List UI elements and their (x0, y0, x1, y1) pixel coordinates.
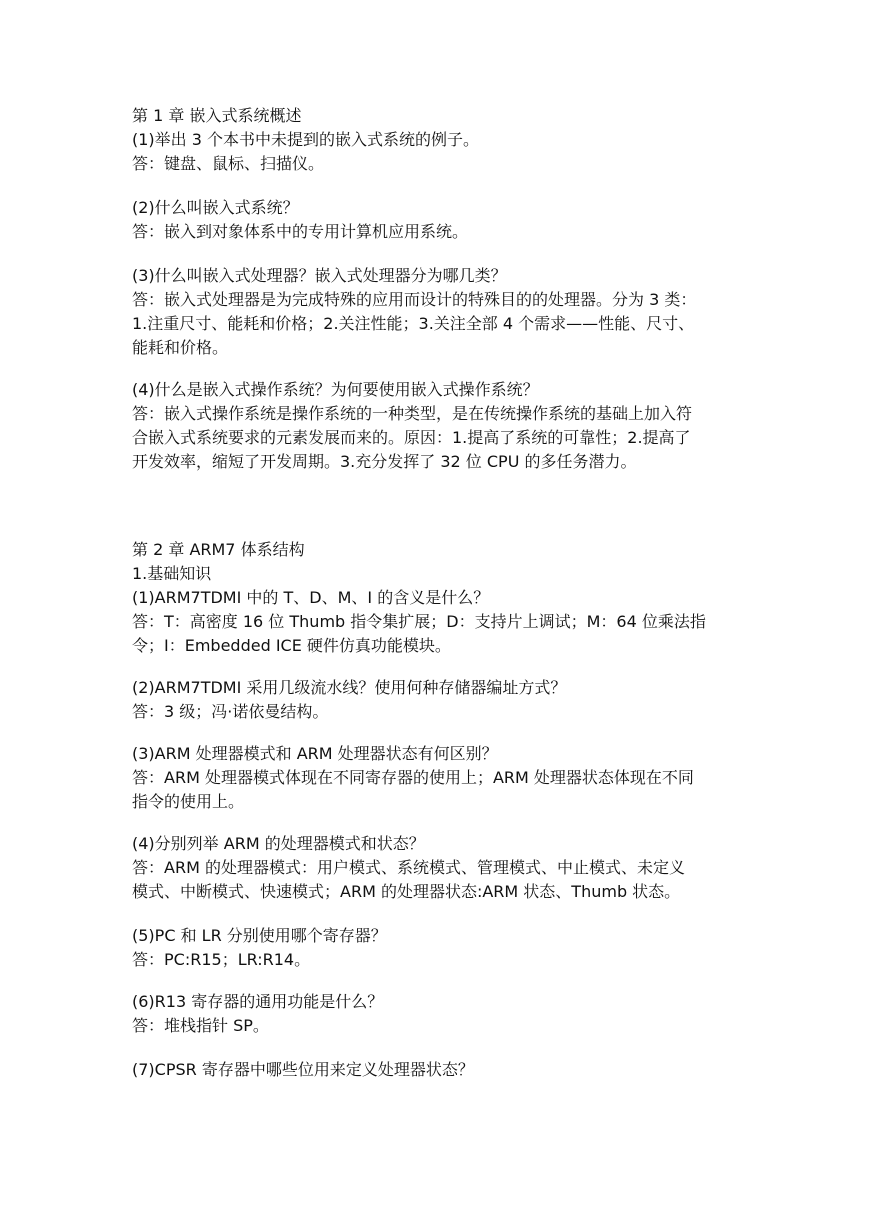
chapter-1-title: 第 1 章 嵌入式系统概述 (132, 106, 302, 125)
answer-text: 答：ARM 处理器模式体现在不同寄存器的使用上；ARM 处理器状态体现在不同 (132, 768, 694, 787)
question-text: (1)ARM7TDMI 中的 T、D、M、I 的含义是什么？ (132, 588, 490, 607)
question-text: (6)R13 寄存器的通用功能是什么？ (132, 992, 384, 1011)
question-text: (2)ARM7TDMI 采用几级流水线？使用何种存储器编址方式？ (132, 678, 567, 697)
answer-text: 模式、中断模式、快速模式；ARM 的处理器状态:ARM 状态、Thumb 状态。 (132, 882, 681, 901)
question-text: (4)分别列举 ARM 的处理器模式和状态？ (132, 834, 425, 853)
answer-text: 答：嵌入到对象体系中的专用计算机应用系统。 (132, 222, 469, 241)
answer-text: 答：键盘、鼠标、扫描仪。 (132, 154, 325, 173)
answer-text: 答：ARM 的处理器模式：用户模式、系统模式、管理模式、中止模式、未定义 (132, 858, 685, 877)
answer-text: 合嵌入式系统要求的元素发展而来的。原因：1.提高了系统的可靠性；2.提高了 (132, 428, 691, 447)
answer-text: 答：堆栈指针 SP。 (132, 1016, 269, 1035)
question-text: (5)PC 和 LR 分别使用哪个寄存器？ (132, 926, 387, 945)
question-text: (3)ARM 处理器模式和 ARM 处理器状态有何区别？ (132, 744, 498, 763)
answer-text: 令；I：Embedded ICE 硬件仿真功能模块。 (132, 636, 451, 655)
answer-text: 答：PC:R15；LR:R14。 (132, 950, 311, 969)
question-text: (3)什么叫嵌入式处理器？嵌入式处理器分为哪几类？ (132, 266, 507, 285)
question-text: (4)什么是嵌入式操作系统？为何要使用嵌入式操作系统？ (132, 380, 539, 399)
answer-text: 1.注重尺寸、能耗和价格；2.关注性能；3.关注全部 4 个需求——性能、尺寸、 (132, 314, 695, 333)
answer-text: 答：3 级；冯·诺依曼结构。 (132, 702, 329, 721)
question-text: (7)CPSR 寄存器中哪些位用来定义处理器状态？ (132, 1060, 474, 1079)
question-text: (1)举出 3 个本书中未提到的嵌入式系统的例子。 (132, 130, 480, 149)
answer-text: 开发效率，缩短了开发周期。3.充分发挥了 32 位 CPU 的多任务潜力。 (132, 452, 637, 471)
question-text: (2)什么叫嵌入式系统？ (132, 198, 299, 217)
chapter-2-title: 第 2 章 ARM7 体系结构 (132, 540, 305, 559)
answer-text: 指令的使用上。 (132, 792, 245, 811)
answer-text: 能耗和价格。 (132, 338, 229, 357)
answer-text: 答：嵌入式操作系统是操作系统的一种类型，是在传统操作系统的基础上加入符 (132, 404, 693, 423)
section-title: 1.基础知识 (132, 564, 212, 583)
answer-text: 答：T：高密度 16 位 Thumb 指令集扩展；D：支持片上调试；M：64 位乘法指 (132, 612, 706, 631)
answer-text: 答：嵌入式处理器是为完成特殊的应用而设计的特殊目的的处理器。分为 3 类： (132, 290, 697, 309)
